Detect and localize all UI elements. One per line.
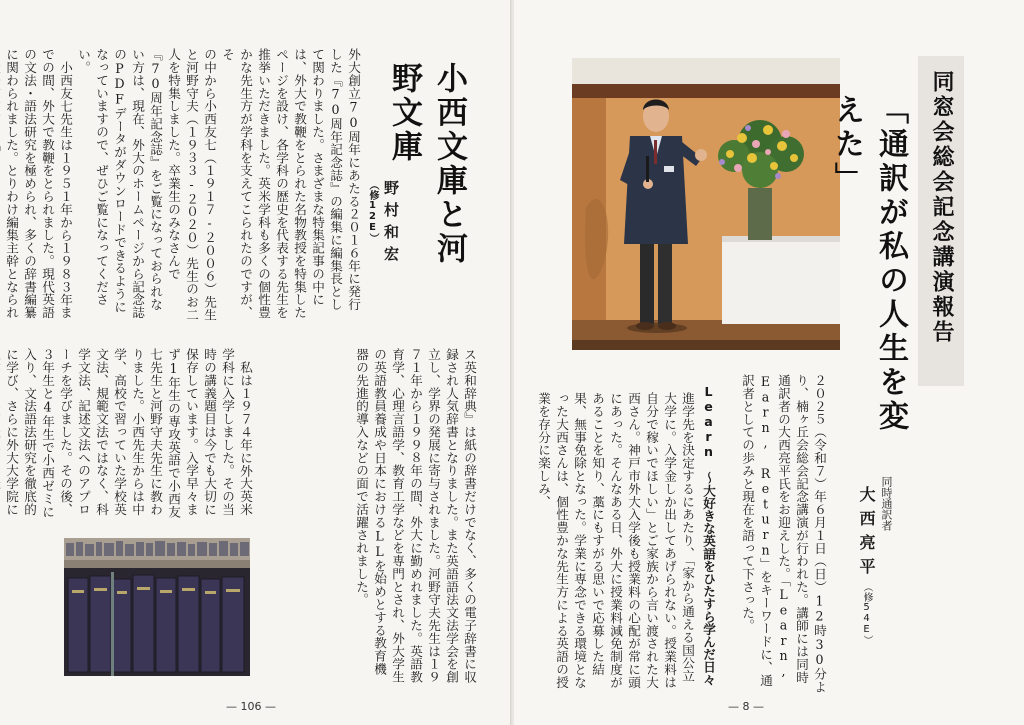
right-author-role: 同時通訳者 [880, 476, 893, 531]
bookshelf-photo [64, 538, 250, 676]
right-article-title: 「通訳が私の人生を変えた」 [829, 94, 908, 434]
right-kicker: 同窓会総会記念講演報告 [929, 70, 955, 345]
right-subheading: Learn ～大好きな英語をひたすら学んだ日々 [701, 384, 716, 686]
bookshelf-illustration [64, 538, 250, 676]
left-top-paragraph-2: の中から小西友七（１９１７‐２００６）先生と河野守夫（１９３３‐２０２０）先生のお二人を特集しました。卒業生のみなさんで『70周年記念誌』をご覧になっておられない方は、現在、外大のホームページから記念誌のPDFデータがダウンロードできるようになっていますので、ぜひご覧になってください。 [76, 48, 217, 322]
left-top-paragraph-1: 外大創立70周年にあたる２０１６年に発行した『70周年記念誌』の編集に編集長として関わりました。さまざまな特集記事の中には、外大で教鞭をとられた名物教授を特集したページを設け、各学科の歴史を代表する先生を推挙いただきました。英米学科も多くの個性豊かな先生方が学科を支えてこられたのですが、そ [220, 48, 361, 319]
right-page-number: — 8 — [728, 700, 764, 713]
left-bottom-paragraph-1: ス英和辞典』は紙の辞書だけでなく、多くの電子辞書に収録され人気辞書となりました。また英語語法文法学会を創立し、学界の発展に寄与されました。河野守夫先生は１９７１年から１９９８年の間、外大に勤めれました。英語教育学、心理言語学、教育工学などを専門とされ、外大学生の英語教員養成や日本におけるLLを始めとする教育機器の先進的導入などの面で活躍されました。 [354, 348, 477, 684]
left-bottom-paragraph-2: 私は１９７４年に外大英米学科に入学しました。その当時の講義題目は今でも大切に保存しています。入学早々まず1年生の専攻英語で小西友七先生と河野守夫先生に教わりました。小西先生からは中学、高校で習っていた学校英文法、規範文法ではなく、科学文法、記述文法へのアプローチを学びました。その後、３年生と4年生で小西ゼミに入り、文法語法研究を徹底的に学び、さらに外大大学院に [4, 348, 253, 519]
left-author-note: （修12E） [367, 180, 378, 243]
right-author-note: （修54E） [861, 582, 872, 645]
right-kicker-band [918, 56, 964, 386]
left-top-paragraph-3: 小西友七先生は１９５１年から１９８３年までの間、外大で教鞭をとられました。現代英語の文法・語法研究を極められ、多くの辞書編纂に関わられました。とりわけ編集主幹となられ [4, 48, 73, 319]
right-author-name-line [855, 486, 878, 704]
left-page-number: — 106 — [226, 700, 276, 713]
right-page [514, 0, 1024, 725]
left-bottom-text-right [258, 348, 478, 688]
left-author-block [367, 180, 402, 330]
lecture-photo [572, 58, 840, 350]
right-author-name: 大西亮平 [857, 486, 876, 582]
right-author-block [834, 476, 894, 704]
left-author-name: 野村和宏 [382, 180, 400, 268]
left-top-text [4, 48, 362, 323]
left-article-title: 小西文庫と河野文庫 [386, 62, 467, 266]
speaker-illustration [572, 58, 840, 350]
left-bottom-text-left [4, 348, 254, 528]
right-body-text: 進学先を決定するにあたり、「家から通える国公立大学に。入学金しか出してあげられない。授業料は自分で稼いでほしい」とご家族から言い渡された大西さん。神戸市外大入学後も授業料の心配が常に頭にあった。そんなある日、外大に授業料減免制度があることを知り、藁にもすがる思いで応募した結果、無事免除となった。学業に専念できる環境となった大西さんは、個性豊かな先生方による英語の授業を存分に楽しみ、 [536, 392, 695, 689]
right-intro: ２０２５（令和７）年６月１日（日）12時30分より、楠ヶ丘会総会記念講演が行われた。講師には同時通訳者の大西亮平氏をお迎えした。「Learn, Earn, Return」をキーワードに、通訳者としての歩みと現在を語って下さった。 [740, 374, 827, 694]
